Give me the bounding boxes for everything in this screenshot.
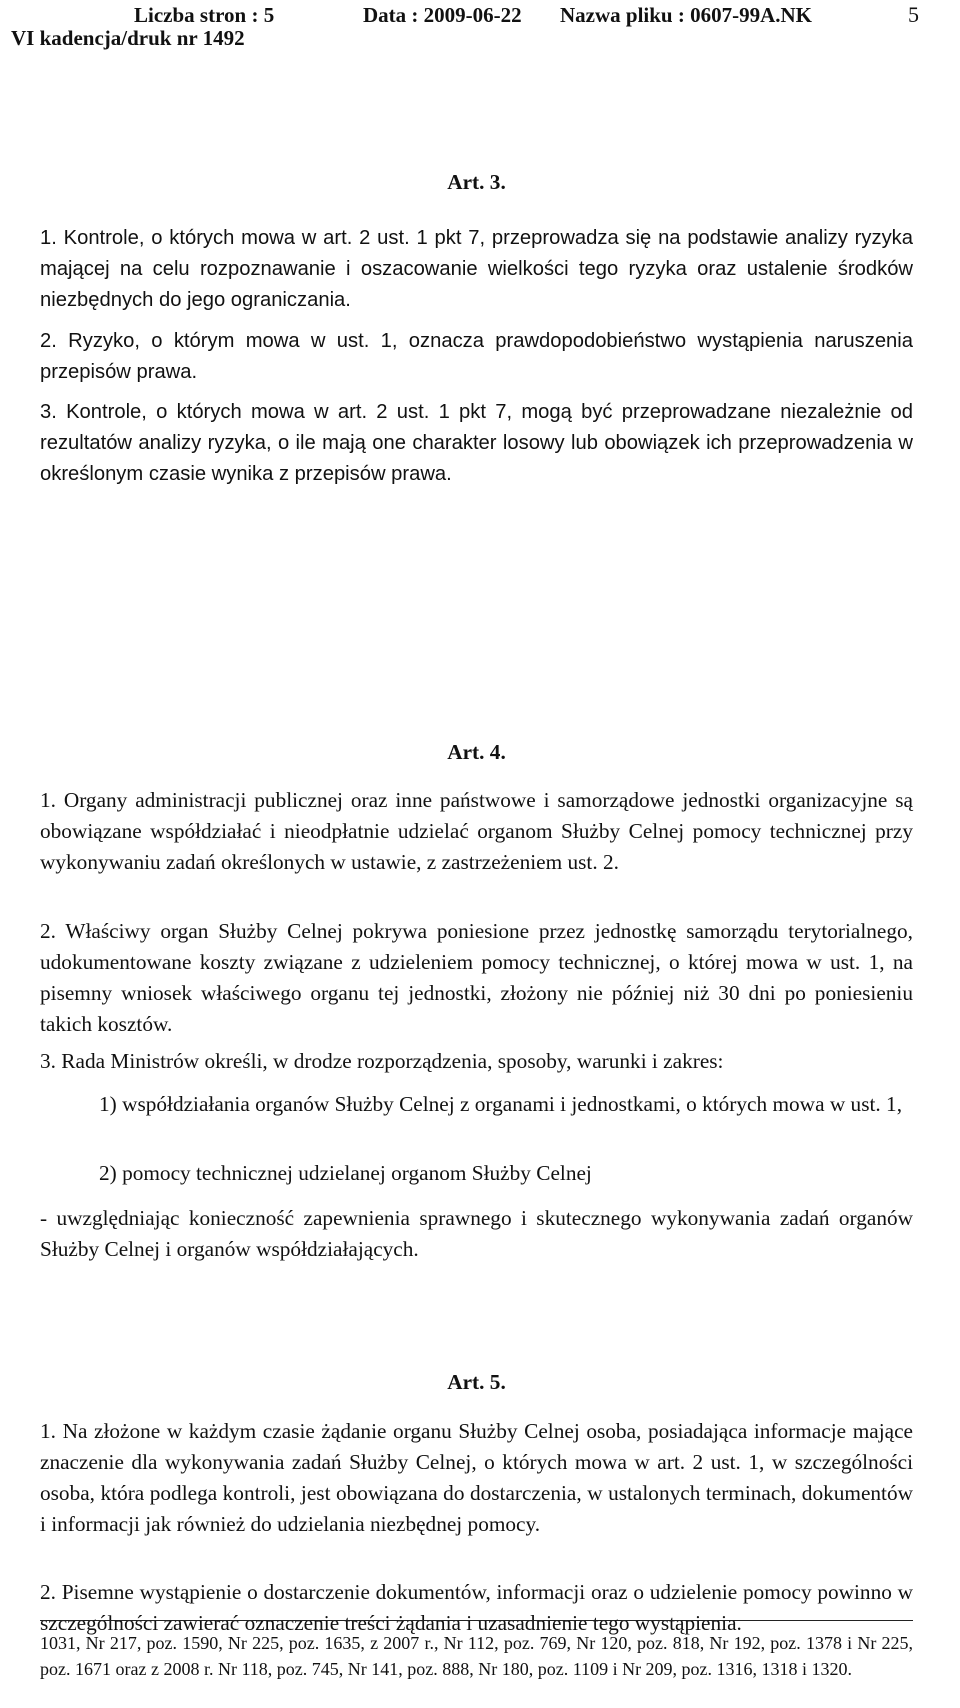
header-kadencja: VI kadencja/druk nr 1492 [11,26,245,50]
article-5-heading: Art. 5. [447,1370,506,1394]
article-3-paragraph-2: 2. Ryzyko, o którym mowa w ust. 1, oznacza prawdopodobieństwo wystąpienia naruszenia przepisów prawa. [40,330,913,383]
article-4-heading: Art. 4. [447,740,506,764]
article-5-paragraph-1: 1. Na złożone w każdym czasie żądanie organu Służby Celnej osoba, posiadająca informacje mające znaczenie dla wykonywania zadań Służby Celnej, o których mowa w art. 2 ust. 1, w szczególności osoba, która podlega kontroli, jest obowiązana do dostarczenia, w ustalonych terminach, dokumentów i informacji jak również do udzielania niezbędnej pomocy. [40,1419,913,1536]
article-4-paragraph-1: 1. Organy administracji publicznej oraz inne państwowe i samorządowe jednostki organizacyjne są obowiązane współdziałać i nieodpłatnie udzielać organom Służby Celnej pomocy technicznej przy wykonywaniu zadań określonych w ustawie, z zastrzeżeniem ust. 2. [40,788,913,874]
article-3-paragraph-1: 1. Kontrole, o których mowa w art. 2 ust. 1 pkt 7, przeprowadza się na podstawie analizy ryzyka mającej na celu rozpoznawanie i oszacowanie wielkości tego ryzyka oraz ustalenie środków niezbędnych do jego ograniczania. [40,227,913,311]
header-filename: Nazwa pliku : 0607-99A.NK [560,3,813,27]
header-page-count: Liczba stron : 5 [134,3,275,27]
article-4-paragraph-2: 2. Właściwy organ Służby Celnej pokrywa poniesione przez jednostkę samorządu terytorialnego, udokumentowane koszty związane z udzieleniem pomocy technicznej, o której mowa w ust. 1, na pisemny wniosek właściwego organu tej jednostki, złożony nie później niż 30 dni po poniesieniu takich kosztów. [40,919,913,1036]
article-4-paragraph-3: 3. Rada Ministrów określi, w drodze rozporządzenia, sposoby, warunki i zakres: [40,1049,724,1073]
article-4-closing-paragraph: - uwzględniając konieczność zapewnienia sprawnego i skutecznego wykonywania zadań organów Służby Celnej i organów współdziałających. [40,1206,913,1261]
article-4-list-item-1: 1) współdziałania organów Służby Celnej z organami i jednostkami, o których mowa w ust. 1, [99,1092,903,1116]
article-3-paragraph-3: 3. Kontrole, o których mowa w art. 2 ust. 1 pkt 7, mogą być przeprowadzane niezależnie od rezultatów analizy ryzyka, o ile mają one charakter losowy lub obowiązek ich przeprowadzenia w określonym czasie wynika z przepisów prawa. [40,401,913,485]
page-number: 5 [908,2,919,27]
page-header [0,0,960,60]
article-5-paragraph-2: 2. Pisemne wystąpienie o dostarczenie dokumentów, informacji oraz o udzielenie pomocy powinno w szczególności zawierać oznaczenie treści żądania i uzasadnienie tego wystąpienia. [40,1580,913,1635]
footnote-divider [40,1620,913,1621]
footnote-text: 1031, Nr 217, poz. 1590, Nr 225, poz. 1635, z 2007 r., Nr 112, poz. 769, Nr 120, poz. 818, Nr 192, poz. 1378 i Nr 225, poz. 1671 oraz z 2008 r. Nr 118, poz. 745, Nr 141, poz. 888, Nr 180, poz. 1109 i Nr 209, poz. 1316, 1318 i 1320. [40,1633,913,1679]
header-date: Data : 2009-06-22 [363,3,522,27]
article-3-heading: Art. 3. [447,170,506,194]
article-4-list-item-2: 2) pomocy technicznej udzielanej organom Służby Celnej [99,1161,592,1185]
